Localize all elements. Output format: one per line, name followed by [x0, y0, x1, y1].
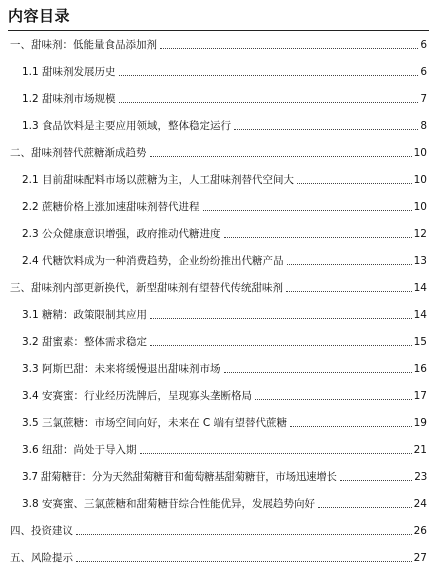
- toc-entry-label: 1.3 食品饮料是主要应用领域，整体稳定运行: [22, 120, 232, 132]
- toc-page-number: 26: [413, 525, 427, 537]
- toc-entry-label: 3.2 甜蜜素：整体需求稳定: [22, 336, 148, 348]
- dot-leader: [119, 75, 419, 76]
- dot-leader: [255, 399, 412, 400]
- toc-page-number: 14: [413, 309, 427, 321]
- toc-page-number: 24: [413, 498, 427, 510]
- toc-entry-1-3[interactable]: [0, 115, 437, 133]
- dot-leader: [203, 210, 412, 211]
- toc-entry-label: 3.5 三氯蔗糖：市场空间向好，未来在 C 端有望替代蔗糖: [22, 417, 288, 429]
- toc-page-number: 12: [413, 228, 427, 240]
- toc-entry-chapter-2[interactable]: [0, 142, 437, 160]
- dot-leader: [140, 453, 412, 454]
- toc-entry-chapter-4[interactable]: [0, 520, 437, 538]
- toc-entry-3-1[interactable]: [0, 304, 437, 322]
- dot-leader: [297, 183, 412, 184]
- toc-page-number: 6: [420, 39, 427, 51]
- toc-entry-label: 四、投资建议: [10, 525, 73, 537]
- toc-page-number: 27: [413, 552, 427, 564]
- toc-entry-3-5[interactable]: [0, 412, 437, 430]
- toc-entry-label: 3.8 安赛蜜、三氯蔗糖和甜菊糖苷综合性能优异，发展趋势向好: [22, 498, 316, 510]
- toc-entry-chapter-3[interactable]: [0, 277, 437, 295]
- toc-entry-label: 3.4 安赛蜜：行业经历洗牌后，呈现寡头垄断格局: [22, 390, 253, 402]
- toc-entry-label: 一、甜味剂：低能量食品添加剂: [10, 39, 157, 51]
- toc-entry-label: 2.2 蔗糖价格上涨加速甜味剂替代进程: [22, 201, 200, 213]
- toc-page-number: 10: [413, 147, 427, 159]
- toc-page-number: 21: [413, 444, 427, 456]
- dot-leader: [234, 129, 418, 130]
- toc-entry-3-6[interactable]: [0, 439, 437, 457]
- dot-leader: [340, 480, 413, 481]
- toc-page-number: 6: [420, 66, 427, 78]
- toc-entry-3-2[interactable]: [0, 331, 437, 349]
- toc-entry-label: 1.2 甜味剂市场规模: [22, 93, 116, 105]
- toc-entry-2-4[interactable]: [0, 250, 437, 268]
- toc-page-number: 13: [413, 255, 427, 267]
- toc-entry-chapter-1[interactable]: [0, 34, 437, 52]
- toc-entry-chapter-5[interactable]: [0, 547, 437, 565]
- toc-entry-1-1[interactable]: [0, 61, 437, 79]
- toc-entry-2-2[interactable]: [0, 196, 437, 214]
- dot-leader: [290, 426, 412, 427]
- dot-leader: [150, 318, 412, 319]
- dot-leader: [150, 156, 412, 157]
- toc-entry-label: 五、风险提示: [10, 552, 73, 564]
- toc-page-number: 8: [420, 120, 427, 132]
- toc-title: 内容目录: [8, 7, 71, 25]
- dot-leader: [119, 102, 419, 103]
- toc-page-number: 10: [413, 174, 427, 186]
- toc-page-number: 17: [413, 390, 427, 402]
- toc-page-number: 16: [413, 363, 427, 375]
- toc-entry-label: 3.3 阿斯巴甜：未来将缓慢退出甜味剂市场: [22, 363, 221, 375]
- toc-entry-label: 3.6 纽甜：尚处于导入期: [22, 444, 137, 456]
- toc-entry-label: 2.3 公众健康意识增强，政府推动代糖进度: [22, 228, 221, 240]
- toc-entry-label: 1.1 甜味剂发展历史: [22, 66, 116, 78]
- toc-entry-3-3[interactable]: [0, 358, 437, 376]
- dot-leader: [160, 48, 418, 49]
- dot-leader: [76, 561, 412, 562]
- toc-entry-2-3[interactable]: [0, 223, 437, 241]
- dot-leader: [287, 264, 412, 265]
- toc-entry-label: 2.4 代糖饮料成为一种消费趋势，企业纷纷推出代糖产品: [22, 255, 284, 267]
- toc-page-number: 10: [413, 201, 427, 213]
- dot-leader: [318, 507, 412, 508]
- dot-leader: [224, 237, 412, 238]
- toc-entry-label: 2.1 目前甜味配料市场以蔗糖为主，人工甜味剂替代空间大: [22, 174, 295, 186]
- toc-entry-label: 三、甜味剂内部更新换代，新型甜味剂有望替代传统甜味剂: [10, 282, 283, 294]
- toc-page-number: 19: [413, 417, 427, 429]
- toc-entry-label: 二、甜味剂替代蔗糖渐成趋势: [10, 147, 147, 159]
- dot-leader: [76, 534, 412, 535]
- dot-leader: [150, 345, 412, 346]
- toc-entry-3-8[interactable]: [0, 493, 437, 511]
- toc-entry-2-1[interactable]: [0, 169, 437, 187]
- toc-page-number: 7: [420, 93, 427, 105]
- toc-page-number: 14: [413, 282, 427, 294]
- toc-entry-1-2[interactable]: [0, 88, 437, 106]
- toc-page-number: 23: [414, 471, 427, 483]
- toc-page-number: 15: [413, 336, 427, 348]
- dot-leader: [224, 372, 412, 373]
- toc-entry-label: 3.1 糖精：政策限制其应用: [22, 309, 148, 321]
- dot-leader: [286, 291, 412, 292]
- toc-entry-3-7[interactable]: [0, 466, 437, 484]
- toc-entry-label: 3.7 甜菊糖苷：分为天然甜菊糖苷和葡萄糖基甜菊糖苷，市场迅速增长: [22, 471, 337, 483]
- toc-entry-3-4[interactable]: [0, 385, 437, 403]
